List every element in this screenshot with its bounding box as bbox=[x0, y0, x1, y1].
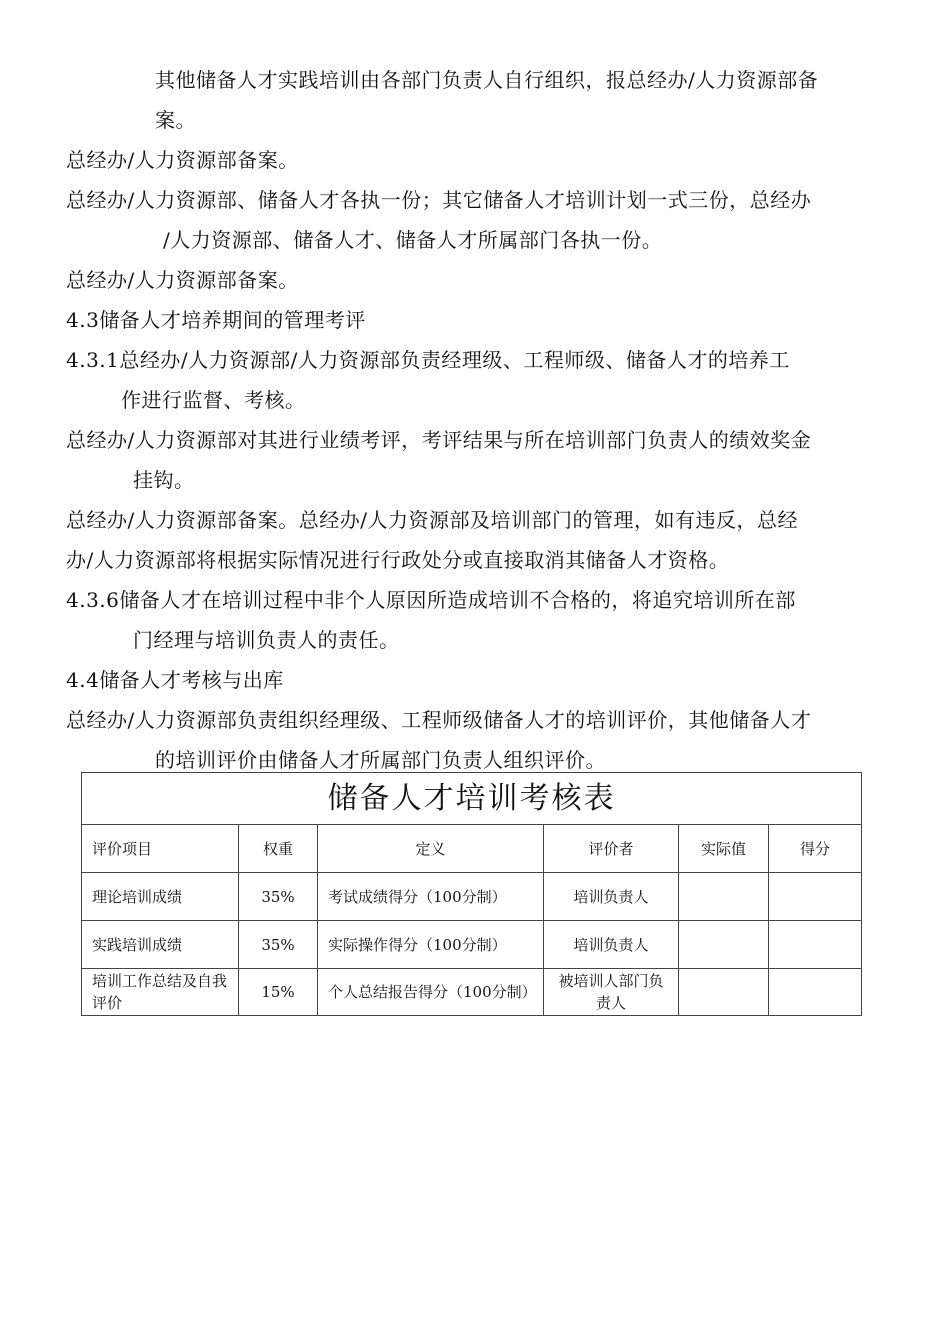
paragraph-line: 4.3.1总经办/人力资源部/人力资源部负责经理级、工程师级、储备人才的培养工 bbox=[66, 348, 790, 372]
paragraph-line: 的培训评价由储备人才所属部门负责人组织评价。 bbox=[155, 748, 606, 772]
table-row bbox=[82, 969, 862, 1016]
table-cell: 考试成绩得分（100分制） bbox=[318, 873, 544, 921]
table-cell bbox=[769, 873, 862, 921]
paragraph-line: 总经办/人力资源部对其进行业绩考评，考评结果与所在培训部门负责人的绩效奖金 bbox=[66, 428, 812, 452]
paragraph-line: /人力资源部、储备人才、储备人才所属部门各执一份。 bbox=[163, 228, 663, 252]
paragraph-line: 总经办/人力资源部、储备人才各执一份；其它储备人才培训计划一式三份，总经办 bbox=[66, 188, 812, 212]
table-cell: 实际操作得分（100分制） bbox=[318, 921, 544, 969]
header-cell: 实际值 bbox=[679, 825, 769, 873]
paragraph-line: 总经办/人力资源部负责组织经理级、工程师级储备人才的培训评价，其他储备人才 bbox=[66, 708, 812, 732]
table-row bbox=[82, 873, 862, 921]
table-cell: 35% bbox=[239, 921, 318, 969]
paragraph-line: 4.3.6储备人才在培训过程中非个人原因所造成培训不合格的，将追究培训所在部 bbox=[66, 588, 796, 612]
header-cell: 定义 bbox=[318, 825, 544, 873]
header-cell: 权重 bbox=[239, 825, 318, 873]
table-cell: 15% bbox=[239, 969, 318, 1016]
paragraph-line: 总经办/人力资源部备案。总经办/人力资源部及培训部门的管理，如有违反，总经 bbox=[66, 508, 798, 532]
table-cell: 实践培训成绩 bbox=[82, 921, 239, 969]
table-cell: 被培训人部门负责人 bbox=[544, 969, 679, 1016]
paragraph-line: 挂钩。 bbox=[133, 468, 195, 492]
table-header-row bbox=[82, 825, 862, 873]
paragraph-line: 其他储备人才实践培训由各部门负责人自行组织，报总经办/人力资源部备 bbox=[155, 68, 819, 92]
section-heading: 4.3储备人才培养期间的管理考评 bbox=[66, 308, 366, 332]
table-cell bbox=[769, 969, 862, 1016]
header-cell: 评价项目 bbox=[82, 825, 239, 873]
table-cell: 理论培训成绩 bbox=[82, 873, 239, 921]
table-title: 储备人才培训考核表 bbox=[82, 773, 862, 825]
section-heading: 4.4储备人才考核与出库 bbox=[66, 668, 284, 692]
table-cell bbox=[769, 921, 862, 969]
paragraph-line: 门经理与培训负责人的责任。 bbox=[133, 628, 400, 652]
assessment-table bbox=[81, 772, 862, 1016]
table-cell: 培训负责人 bbox=[544, 921, 679, 969]
table-row bbox=[82, 921, 862, 969]
paragraph-line: 办/人力资源部将根据实际情况进行行政处分或直接取消其储备人才资格。 bbox=[66, 548, 730, 572]
table-cell: 培训工作总结及自我评价 bbox=[82, 969, 239, 1016]
table-cell bbox=[679, 969, 769, 1016]
table-cell bbox=[679, 873, 769, 921]
header-cell: 评价者 bbox=[544, 825, 679, 873]
table-cell: 个人总结报告得分（100分制） bbox=[318, 969, 544, 1016]
paragraph-line: 案。 bbox=[155, 108, 196, 132]
paragraph-line: 总经办/人力资源部备案。 bbox=[66, 268, 299, 292]
header-cell: 得分 bbox=[769, 825, 862, 873]
paragraph-line: 总经办/人力资源部备案。 bbox=[66, 148, 299, 172]
table-cell bbox=[679, 921, 769, 969]
paragraph-line: 作进行监督、考核。 bbox=[121, 388, 306, 412]
table-cell: 培训负责人 bbox=[544, 873, 679, 921]
table-cell: 35% bbox=[239, 873, 318, 921]
